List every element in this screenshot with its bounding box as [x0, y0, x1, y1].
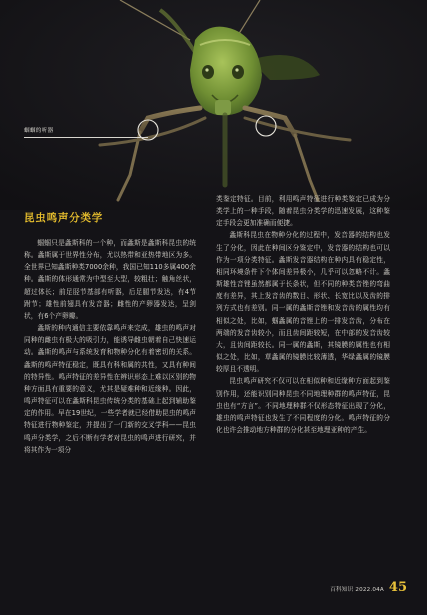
photo-caption: 蝈蝈的听器 — [24, 128, 54, 134]
right-text-column — [216, 193, 390, 436]
page-footer — [330, 580, 407, 595]
caption-pointer-line — [24, 137, 148, 138]
magazine-issue: 百科知识 2022.04A — [330, 587, 384, 593]
katydid-photo — [0, 0, 427, 210]
page-number: 45 — [388, 580, 407, 595]
paragraph: 蝈蝈只是螽斯科的一个种，而螽斯是螽斯科昆虫的统称。螽斯属于世界性分布，尤以热带和亚热带地区为多。全世界已知螽斯种类7000余种，我国已知110多属400余种。螽斯的体形通常为中型至大型，较粗壮；触角丝状，超过体长；前足胫节基部有听器，后足腿节发达，有4节跗节；雄性前翅具有发音器；雌性的产卵器发达，呈剑状，有6个产卵瓣。 — [24, 239, 196, 320]
section-title: 昆虫鸣声分类学 — [24, 212, 104, 224]
paragraph: 螽斯科昆虫在物种分化的过程中，发音器的结构也发生了分化，因此在种间区分鉴定中，发音器的结构也可以作为一项分类特征。螽斯发音器结构在种内具有稳定性，相同环境条件下个体间差异极小，几乎可以忽略不计。螽斯雄性音锉虽然都属于长条状，但不同的种类音锉的弯曲度有差异，其上发音齿的数目、形状、长宽比以及齿的排列方式也有差别。同一属的螽斯音锉和发音齿的属性均有相似之处，比如，蝈螽属的音锉上的一排发音齿，分布在两端的发音齿较小，而且齿间距较短，在中部的发音齿较大，且齿间距较长。同一属的螽斯，其镜膜的属性也有相似之处，比如，草螽属的镜膜比较薄透，华绿螽属的镜膜较厚且不透明。 — [216, 231, 390, 374]
left-text-column — [24, 237, 196, 456]
paragraph: 螽斯的种内通信主要依靠鸣声来完成，雄虫的鸣声对同种的雌虫有极大的吸引力，能诱导雌虫朝着自己快速运动。螽斯的鸣声与系统发育和物种分化有着密切的关系。螽斯的鸣声特征稳定，既具有科和属的共性，又具有种间的特异性。鸣声特征的差异性在辨识形态上难以区别的物种方面具有重要的意义，尤其是疑难种和近缘种。因此，鸣声特征可以在螽斯科昆虫传统分类的基础上起到辅助鉴定的作用。早在19世纪，一些学者就已经借助昆虫的鸣声特征进行物种鉴定，并提出了一门新的交叉学科——昆虫鸣声分类学，之后不断有学者对昆虫的鸣声进行研究，并将其作为一项分 — [24, 324, 196, 454]
paragraph-continued: 类鉴定特征。目前，利用鸣声特征进行种类鉴定已成为分类学上的一种手段，随着昆虫分类学的迅速发展，这种鉴定手段会更加准确而便捷。 — [216, 195, 390, 228]
katydid-illustration — [0, 0, 427, 210]
paragraph: 昆虫鸣声研究不仅可以在相似种和近缘种方面起到鉴别作用，还能识别同种昆虫不同地理种群的鸣声特征，昆虫也有“方言”。不同地理种群不仅形态特征出现了分化，雄虫的鸣声特征也发生了不同程度的分化。鸣声特征的分化也许会推动地方种群的分化甚至地理亚种的产生。 — [216, 377, 390, 434]
